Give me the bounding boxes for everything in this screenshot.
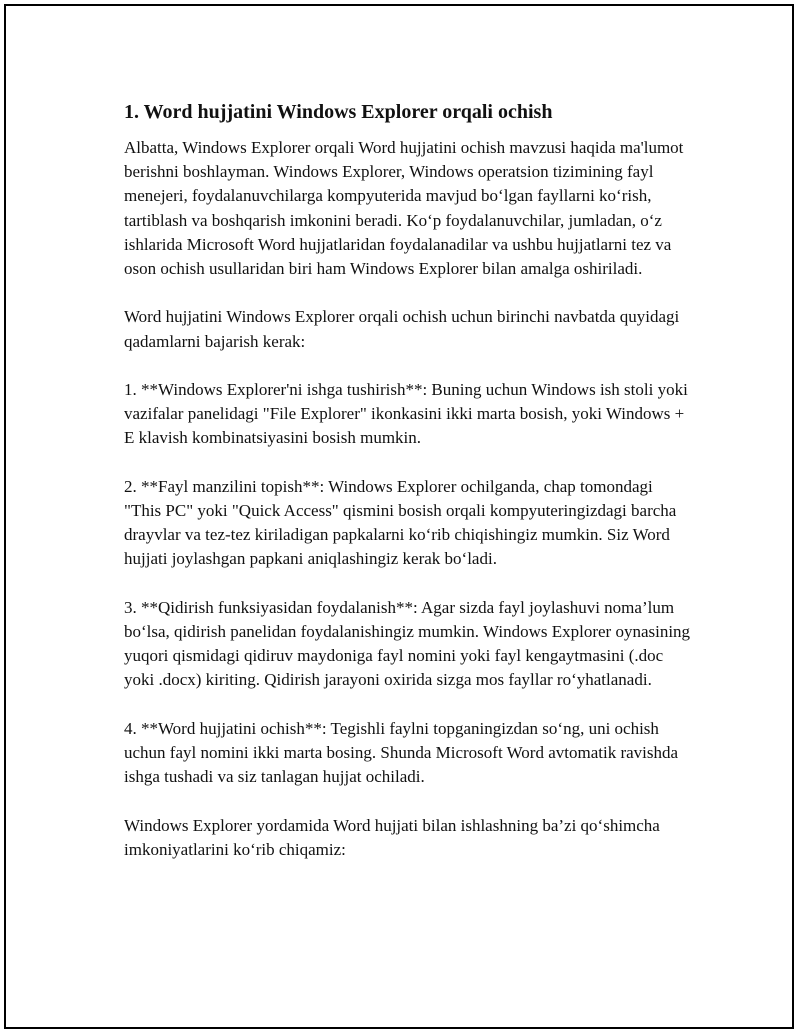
document-body (124, 98, 694, 862)
paragraph-steps-intro: Word hujjatini Windows Explorer orqali ochish uchun birinchi navbatda quyidagi qadamlarni bajarish kerak: (124, 307, 680, 351)
paragraph-step-1: 1. **Windows Explorer'ni ishga tushirish**: Buning uchun Windows ish stoli yoki vazifalar panelidagi "File Explorer" ikonkasini ikki marta bosish, yoki Windows + E klavish kombinatsiyasini bosish mumkin. (124, 380, 688, 448)
paragraph-step-2: 2. **Fayl manzilini topish**: Windows Explorer ochilganda, chap tomondagi "This PC" yoki "Quick Access" qismini bosish orqali kompyuteringizdagi barcha drayvlar va tez-tez kiriladigan papkalarni ko‘rib chiqishingiz mumkin. Siz Word hujjati joylashgan papkani aniqlashingiz kerak bo‘ladi. (124, 476, 677, 569)
paragraph-step-3: 3. **Qidirish funksiyasidan foydalanish**: Agar sizda fayl joylashuvi noma’lum bo‘lsa, qidirish panelidan foydalanishingiz mumkin. Windows Explorer oynasining yuqori qismidagi qidiruv maydoniga fayl nomini yoki fayl kengaytmasini (.doc yoki .docx) kiriting. Qidirish jarayoni oxirida sizga mos fayllar ro‘yhatlanadi. (124, 597, 691, 690)
page-frame (4, 4, 794, 1029)
section-heading: 1. Word hujjatini Windows Explorer orqali ochish (124, 101, 553, 123)
paragraph-closing: Windows Explorer yordamida Word hujjati bilan ishlashning ba’zi qo‘shimcha imkoniyatlarini ko‘rib chiqamiz: (124, 815, 660, 859)
paragraph-step-4: 4. **Word hujjatini ochish**: Tegishli faylni topganingizdan so‘ng, uni ochish uchun fayl nomini ikki marta bosing. Shunda Microsoft Word avtomatik ravishda ishga tushadi va siz tanlagan hujjat ochiladi. (124, 718, 679, 787)
paragraph-intro: Albatta, Windows Explorer orqali Word hujjatini ochish mavzusi haqida ma'lumot berishni boshlayman. Windows Explorer, Windows operatsion tizimining fayl menejeri, foydalanuvchilarga kompyuterida mavjud bo‘lgan fayllarni ko‘rish, tartiblash va boshqarish imkonini beradi. Ko‘p foydalanuvchilar, jumladan, o‘z ishlarida Microsoft Word hujjatlaridan foydalanadilar va ushbu hujjatlarni tez va oson ochish usullaridan biri ham Windows Explorer bilan amalga oshiriladi. (124, 138, 684, 279)
